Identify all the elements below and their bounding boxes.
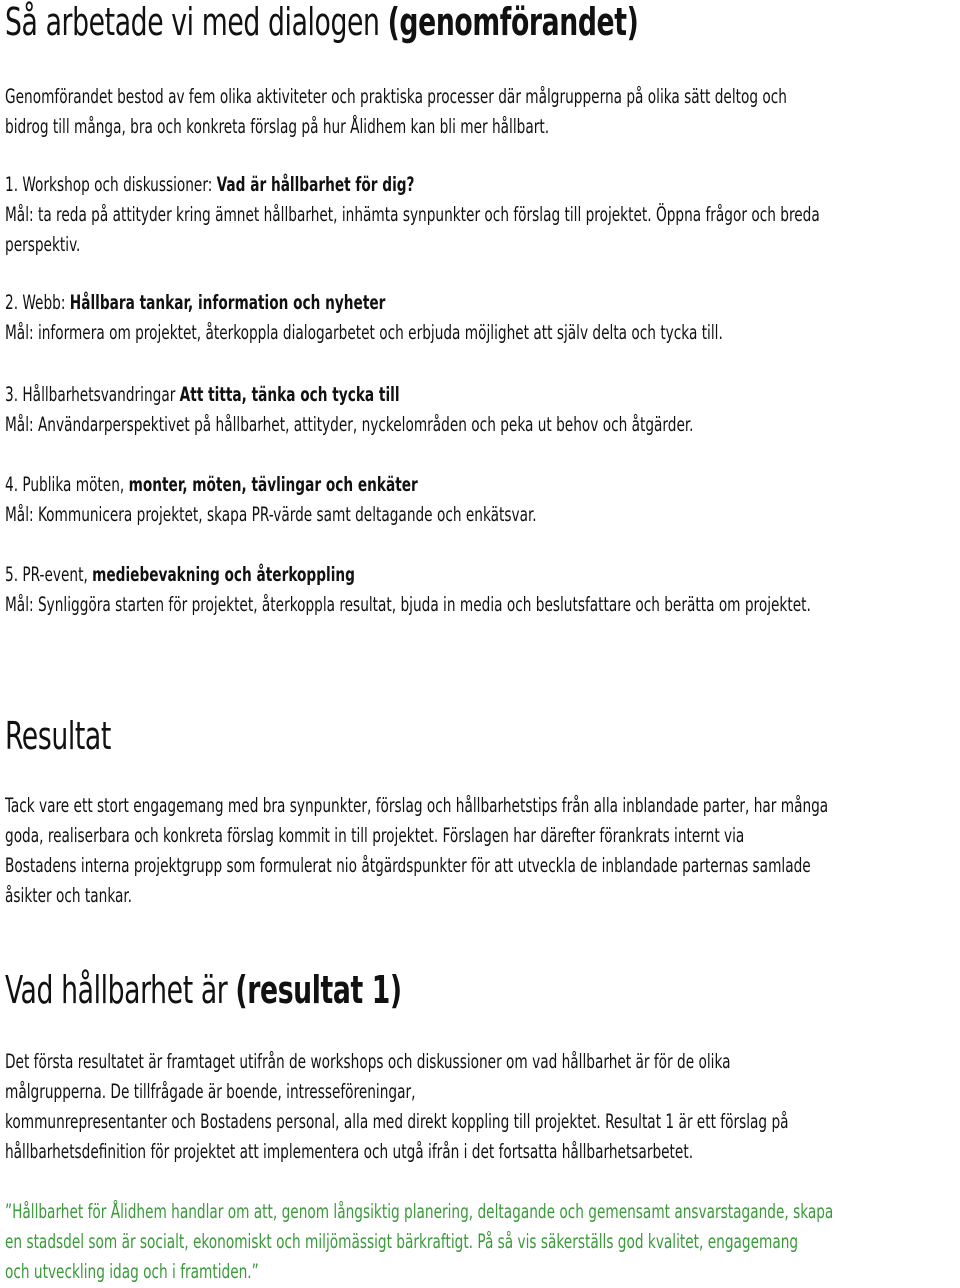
activity-item-2: [5, 288, 957, 348]
text-line: bidrog till många, bra och konkreta förslag på hur Ålidhem kan bli mer hållbart.: [5, 115, 550, 138]
activity-item-4: [5, 470, 957, 530]
activity-prefix: 2. Webb:: [5, 291, 70, 314]
text-line: kommunrepresentanter och Bostadens personal, alla med direkt koppling till projektet. Resultat 1 är ett förslag på: [5, 1110, 789, 1133]
activity-item-3: [5, 380, 957, 440]
intro-paragraph: [5, 82, 957, 142]
section-title-plain: Vad hållbarhet är: [5, 968, 236, 1012]
section-title-plain: Så arbetade vi med dialogen: [5, 0, 388, 44]
text-line: åsikter och tankar.: [5, 884, 132, 907]
activity-prefix: 1. Workshop och diskussioner:: [5, 173, 217, 196]
activity-goal-line: Mål: Användarperspektivet på hållbarhet, attityder, nyckelområden och peka ut behov och åtgärder.: [5, 413, 694, 436]
sustainability-definition-quote: [5, 1197, 957, 1287]
quote-line: och utveckling idag och i framtiden.”: [5, 1260, 259, 1283]
section-title-resultat: Resultat: [5, 714, 111, 758]
activity-heading: [5, 470, 957, 500]
activity-item-1: [5, 170, 957, 260]
text-line: Det första resultatet är framtaget utifrån de workshops och diskussioner om vad hållbarhet är för de olika: [5, 1050, 731, 1073]
activity-goal-line: Mål: Synliggöra starten för projektet, återkoppla resultat, bjuda in media och beslutsfattare och berätta om projektet.: [5, 593, 811, 616]
resultat-1-paragraph: [5, 1047, 957, 1167]
activity-goal-line: Mål: Kommunicera projektet, skapa PR-värde samt deltagande och enkätsvar.: [5, 503, 537, 526]
activity-prefix: 4. Publika möten,: [5, 473, 129, 496]
activity-name: mediebevakning och återkoppling: [92, 563, 355, 586]
activity-name: Vad är hållbarhet för dig?: [216, 173, 415, 196]
section-title-vad-hallbarhet: [5, 968, 402, 1012]
activity-goal-line: Mål: informera om projektet, återkoppla dialogarbetet och erbjuda möjlighet att själv delta och tycka till.: [5, 321, 723, 344]
activity-item-5: [5, 560, 957, 620]
section-title-genomforandet: [5, 0, 638, 44]
activity-goal-line: Mål: ta reda på attityder kring ämnet hållbarhet, inhämta synpunkter och förslag till projektet. Öppna frågor och breda: [5, 203, 820, 226]
text-line: målgrupperna. De tillfrågade är boende, intresseföreningar,: [5, 1080, 416, 1103]
resultat-paragraph: [5, 791, 957, 911]
section-title-bold: (genomförandet): [387, 0, 639, 44]
activity-name: Hållbara tankar, information och nyheter: [69, 291, 386, 314]
activity-prefix: 3. Hållbarhetsvandringar: [5, 383, 180, 406]
text-line: Genomförandet bestod av fem olika aktiviteter och praktiska processer där målgrupperna på olika sätt deltog och: [5, 85, 787, 108]
quote-line: ”Hållbarhet för Ålidhem handlar om att, genom långsiktig planering, deltagande och gemensamt ansvarstagande, skapa: [5, 1200, 834, 1223]
activity-name: monter, möten, tävlingar och enkäter: [128, 473, 418, 496]
activity-prefix: 5. PR-event,: [5, 563, 93, 586]
activity-heading: [5, 380, 957, 410]
text-line: Tack vare ett stort engagemang med bra synpunkter, förslag och hållbarhetstips från alla inblandade parter, har många: [5, 794, 829, 817]
section-title-bold: (resultat 1): [235, 968, 402, 1012]
activity-name: Att titta, tänka och tycka till: [179, 383, 400, 406]
activity-goal-line: perspektiv.: [5, 233, 81, 256]
quote-line: en stadsdel som är socialt, ekonomiskt och miljömässigt bärkraftigt. På så vis säkerställs god kvalitet, engagemang: [5, 1230, 799, 1253]
text-line: Bostadens interna projektgrupp som formulerat nio åtgärdspunkter för att utveckla de inblandade parternas samlade: [5, 854, 811, 877]
text-line: goda, realiserbara och konkreta förslag kommit in till projektet. Förslagen har därefter förankrats internt via: [5, 824, 745, 847]
activity-heading: [5, 288, 957, 318]
text-line: hållbarhetsdefinition för projektet att implementera och utgå ifrån i det fortsatta hållbarhetsarbetet.: [5, 1140, 694, 1163]
activity-heading: [5, 170, 957, 200]
activity-heading: [5, 560, 957, 590]
